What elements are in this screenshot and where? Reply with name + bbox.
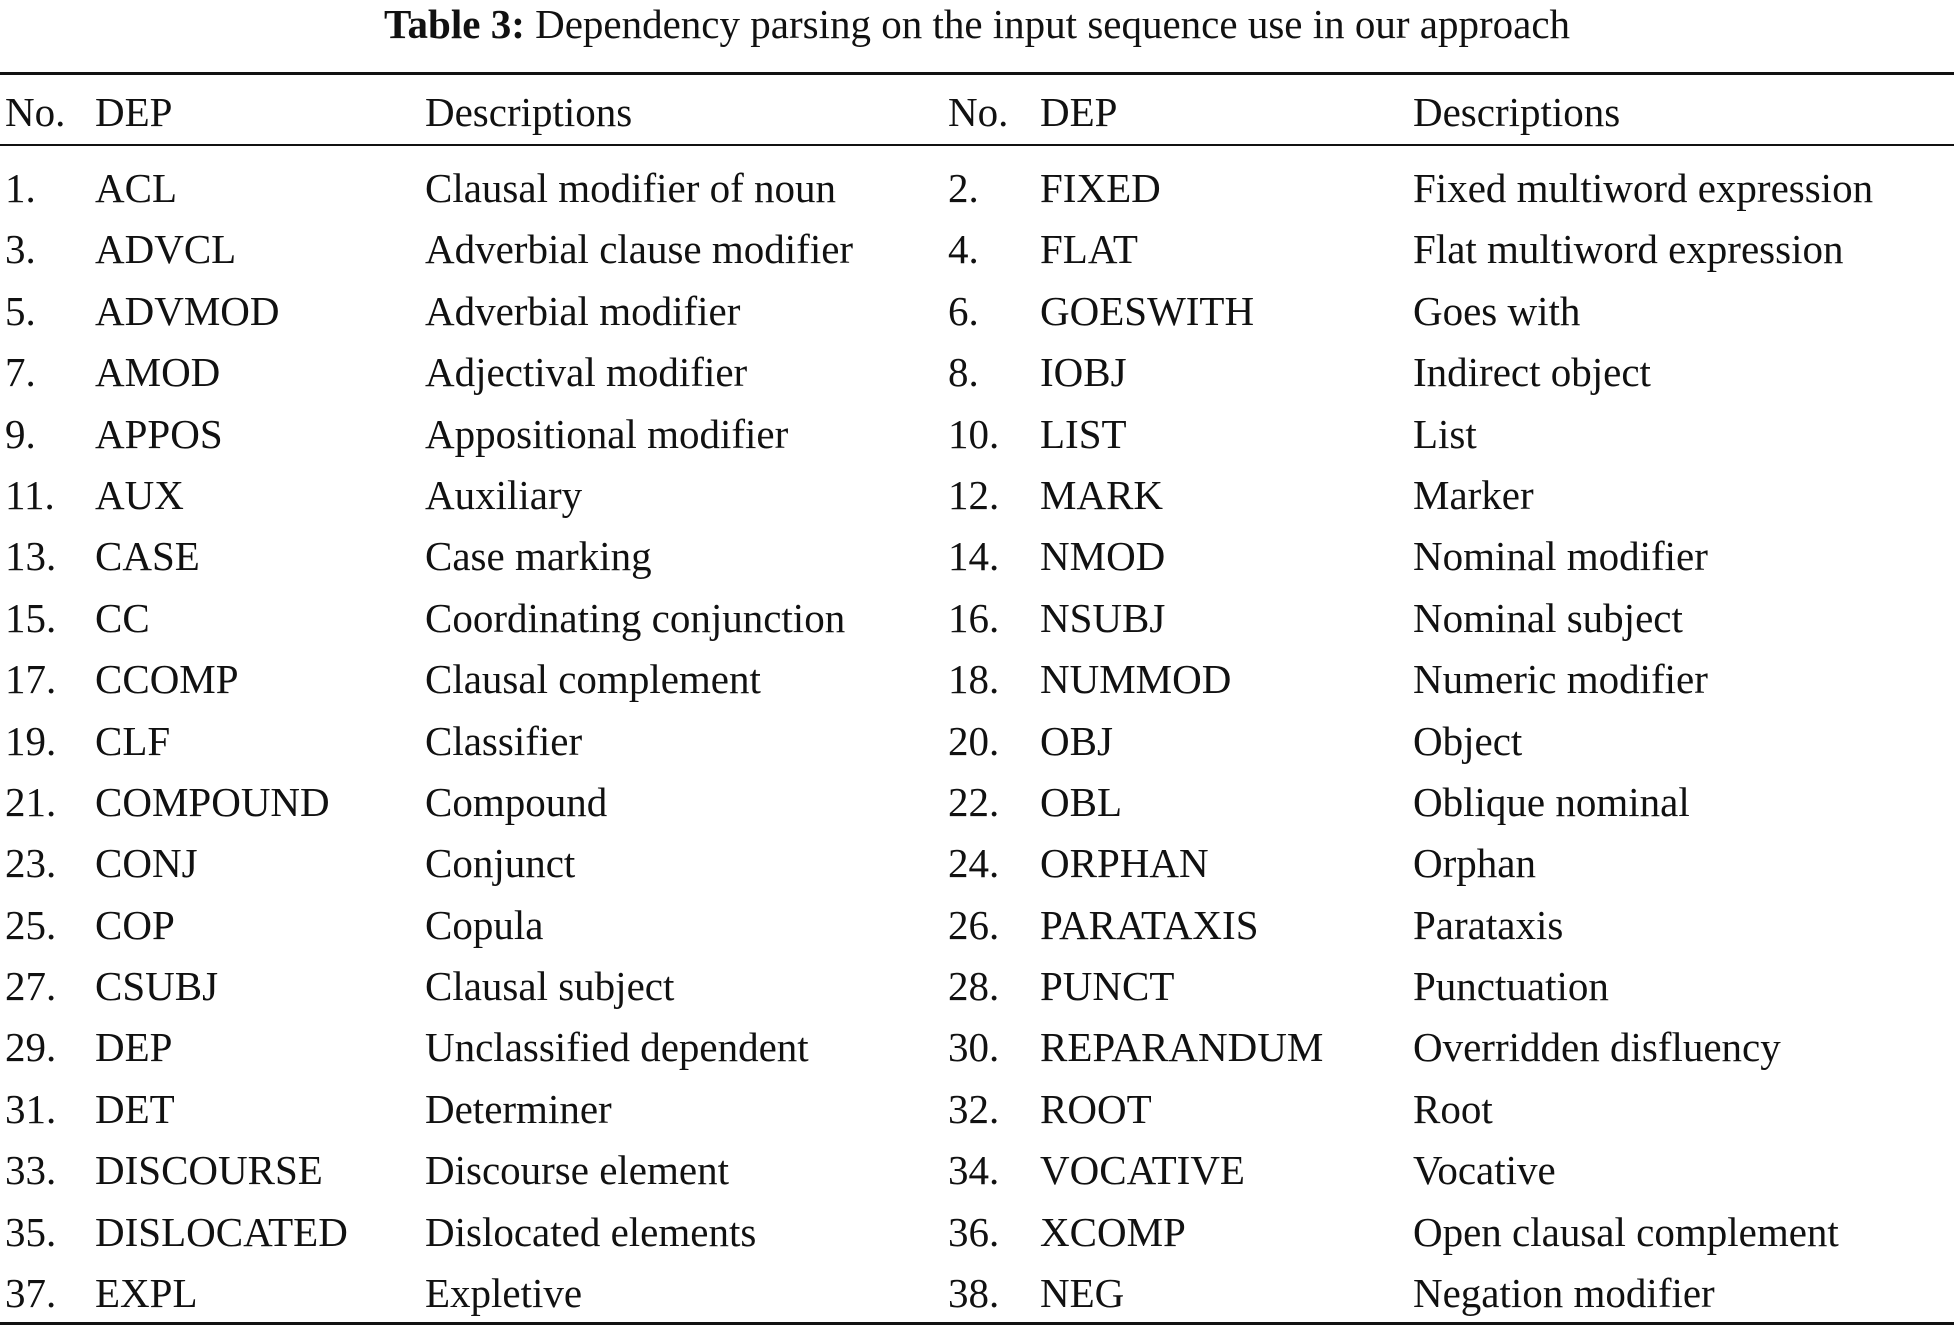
dep-label-right: ORPHAN [1040,840,1209,887]
description-left: Adverbial clause modifier [425,226,854,273]
table-caption [0,0,1954,50]
row-number-left: 31. [5,1085,57,1132]
description-left: Copula [425,901,544,948]
dep-label-right: NUMMOD [1040,656,1232,703]
description-right: Marker [1413,471,1534,518]
table-row [0,1079,1954,1140]
row-number-right: 18. [948,656,1000,703]
dep-label-left: CCOMP [95,656,239,703]
row-number-left: 15. [5,594,57,641]
dep-label-right: NSUBJ [1040,594,1166,641]
description-right: Oblique nominal [1413,778,1690,825]
dep-label-left: CSUBJ [95,963,219,1010]
header-dep-right: DEP [1040,89,1118,135]
dep-label-left: CLF [95,717,171,764]
table-row [0,404,1954,465]
row-number-left: 21. [5,778,57,825]
dep-label-right: LIST [1040,410,1127,457]
dep-label-left: COMPOUND [95,778,330,825]
row-number-right: 34. [948,1147,1000,1194]
dep-label-left: EXPL [95,1270,198,1317]
row-number-right: 28. [948,963,1000,1010]
row-number-left: 17. [5,656,57,703]
description-left: Clausal complement [425,656,761,703]
header-descriptions-left: Descriptions [425,89,633,135]
table-row [0,649,1954,710]
table-row [0,526,1954,587]
description-left: Discourse element [425,1147,729,1194]
description-right: Root [1413,1085,1493,1132]
row-number-right: 6. [948,287,979,334]
row-number-right: 38. [948,1270,1000,1317]
table-row [0,588,1954,649]
row-number-left: 9. [5,410,36,457]
table-row [0,1140,1954,1201]
description-left: Expletive [425,1270,583,1317]
bottom-rule [0,1322,1954,1325]
dep-label-right: OBL [1040,778,1122,825]
description-left: Clausal subject [425,963,675,1010]
description-right: Nominal modifier [1413,533,1708,580]
dep-label-left: AUX [95,471,184,518]
row-number-left: 11. [5,471,55,518]
row-number-right: 12. [948,471,1000,518]
description-right: Nominal subject [1413,594,1683,641]
row-number-left: 13. [5,533,57,580]
table-row [0,1263,1954,1324]
table-row [0,833,1954,894]
header-descriptions-right: Descriptions [1413,89,1621,135]
dep-label-left: AMOD [95,349,221,396]
description-right: Orphan [1413,840,1536,887]
dep-label-right: REPARANDUM [1040,1024,1324,1071]
table-header [0,84,1954,140]
dep-label-left: DISLOCATED [95,1208,348,1255]
description-left: Adverbial modifier [425,287,741,334]
description-left: Classifier [425,717,583,764]
table-row [0,956,1954,1017]
row-number-right: 22. [948,778,1000,825]
description-right: Goes with [1413,287,1581,334]
header-rule [0,144,1954,146]
row-number-right: 36. [948,1208,1000,1255]
description-left: Unclassified dependent [425,1024,809,1071]
row-number-left: 27. [5,963,57,1010]
row-number-right: 20. [948,717,1000,764]
description-left: Auxiliary [425,471,583,518]
row-number-left: 29. [5,1024,57,1071]
table-row [0,895,1954,956]
dep-label-left: DISCOURSE [95,1147,323,1194]
description-right: Overridden disfluency [1413,1024,1781,1071]
dep-label-left: CASE [95,533,200,580]
row-number-left: 37. [5,1270,57,1317]
dep-label-right: IOBJ [1040,349,1127,396]
table-row [0,711,1954,772]
row-number-right: 2. [948,165,979,211]
dep-label-right: PUNCT [1040,963,1175,1010]
table-row [0,1202,1954,1263]
description-left: Conjunct [425,840,576,887]
row-number-right: 8. [948,349,979,396]
dep-label-right: VOCATIVE [1040,1147,1245,1194]
dep-label-right: FLAT [1040,226,1138,273]
dep-label-left: CC [95,594,150,641]
dep-label-right: FIXED [1040,165,1161,211]
description-left: Determiner [425,1085,612,1132]
row-number-left: 23. [5,840,57,887]
description-right: Numeric modifier [1413,656,1708,703]
row-number-right: 16. [948,594,1000,641]
row-number-right: 32. [948,1085,1000,1132]
table-row [0,342,1954,403]
table-row [0,158,1954,219]
row-number-left: 5. [5,287,36,334]
row-number-right: 4. [948,226,979,273]
row-number-left: 33. [5,1147,57,1194]
description-right: Parataxis [1413,901,1564,948]
table-row [0,465,1954,526]
description-right: List [1413,410,1477,457]
description-right: Indirect object [1413,349,1651,396]
dep-label-right: NMOD [1040,533,1166,580]
description-left: Adjectival modifier [425,349,748,396]
description-right: Punctuation [1413,963,1609,1010]
row-number-right: 26. [948,901,1000,948]
description-left: Case marking [425,533,652,580]
dep-label-right: PARATAXIS [1040,901,1259,948]
dep-label-right: XCOMP [1040,1208,1186,1255]
dep-label-left: ADVMOD [95,287,280,334]
row-number-right: 30. [948,1024,1000,1071]
table-row [0,772,1954,833]
description-right: Object [1413,717,1523,764]
description-left: Clausal modifier of noun [425,165,837,211]
dep-label-left: DEP [95,1024,173,1071]
table-row [0,219,1954,280]
description-right: Negation modifier [1413,1270,1715,1317]
description-right: Vocative [1413,1147,1556,1194]
caption-label: Table 3: [383,1,525,47]
dep-label-left: APPOS [95,410,223,457]
row-number-left: 1. [5,165,36,211]
dep-label-right: ROOT [1040,1085,1152,1132]
row-number-right: 24. [948,840,1000,887]
row-number-left: 35. [5,1208,57,1255]
dep-label-right: MARK [1040,471,1164,518]
dep-label-right: GOESWITH [1040,287,1255,334]
table-row [0,281,1954,342]
dep-label-right: OBJ [1040,717,1113,764]
row-number-right: 14. [948,533,1000,580]
caption-text: Dependency parsing on the input sequence use in our approach [535,1,1571,47]
header-dep-left: DEP [95,89,173,135]
header-no-right: No. [948,89,1009,135]
row-number-left: 7. [5,349,36,396]
dep-label-left: CONJ [95,840,198,887]
header-no-left: No. [5,89,66,135]
description-right: Fixed multiword expression [1413,165,1874,211]
row-number-left: 3. [5,226,36,273]
description-right: Open clausal complement [1413,1208,1839,1255]
description-left: Dislocated elements [425,1208,757,1255]
dep-label-left: COP [95,901,175,948]
description-left: Appositional modifier [425,410,789,457]
description-left: Coordinating conjunction [425,594,846,641]
dep-label-left: ADVCL [95,226,237,273]
description-right: Flat multiword expression [1413,226,1844,273]
dep-label-left: DET [95,1085,175,1132]
row-number-right: 10. [948,410,1000,457]
dep-label-right: NEG [1040,1270,1125,1317]
dep-label-left: ACL [95,165,177,211]
top-rule [0,72,1954,75]
description-left: Compound [425,778,608,825]
row-number-left: 25. [5,901,57,948]
table-body [0,158,1954,1324]
row-number-left: 19. [5,717,57,764]
table-row [0,1017,1954,1078]
